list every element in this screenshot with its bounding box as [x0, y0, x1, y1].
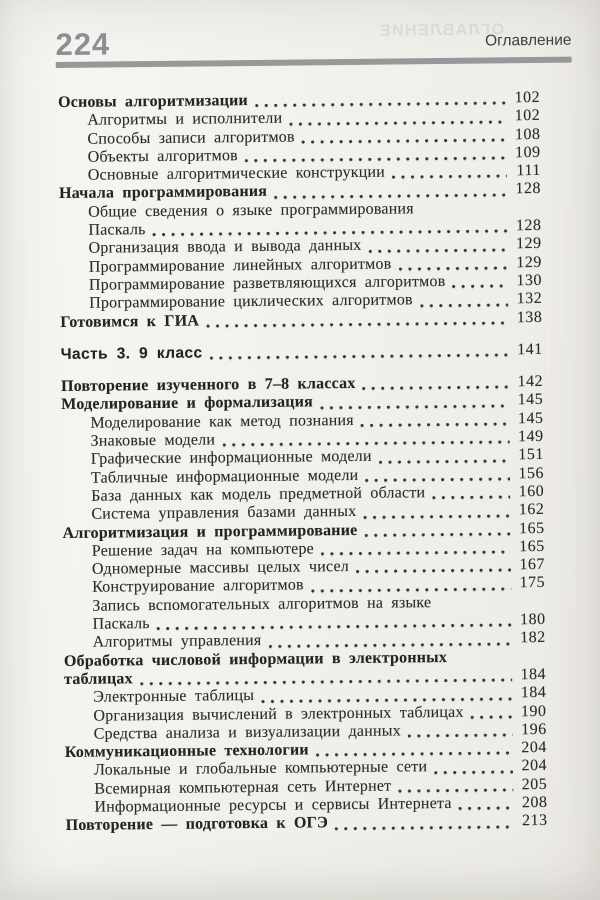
entry-label: Запись вспомогательных алгоритмов на языке: [92, 593, 432, 615]
header-rule: [56, 57, 572, 68]
dot-leader: [356, 569, 511, 575]
entry-page: 102: [514, 88, 541, 107]
entry-label: Программирование линейных алгоритмов: [88, 255, 392, 276]
entry-page: 151: [518, 446, 544, 464]
entry-label: Информационные ресурсы и сервисы Интернета: [94, 794, 452, 816]
dot-leader: [368, 248, 507, 253]
entry-page: 162: [518, 501, 545, 519]
entry-label: Общие сведения о языке программирования: [88, 200, 414, 221]
entry-page: 156: [518, 464, 545, 482]
entry-page: 175: [519, 574, 546, 592]
entry-page: 111: [516, 162, 541, 180]
entry-label: Коммуникационные технологии: [64, 741, 309, 762]
entry-page: 138: [516, 308, 543, 326]
entry-label: Организация вычислений в электронных таблицах: [93, 703, 464, 725]
entry-page: 141: [517, 340, 543, 359]
bleed-through-text: ОГЛАВЛЕНИЕ: [378, 21, 505, 40]
entry-page: 213: [522, 812, 548, 830]
toc-entry: [60, 309, 542, 332]
entry-label: Одномерные массивы целых чисел: [91, 558, 350, 578]
dot-leader: [316, 752, 513, 758]
entry-label: Алгоритмизация и программирование: [62, 521, 358, 542]
entry-label: Повторение — подготовка к ОГЭ: [65, 814, 329, 835]
entry-page: 145: [517, 409, 544, 427]
entry-page: 108: [514, 125, 541, 143]
dot-leader: [321, 550, 511, 556]
entry-page: 190: [520, 702, 547, 720]
entry-label: Часть 3. 9 класс: [60, 344, 203, 363]
entry-page: 205: [521, 775, 548, 793]
entry-page: 182: [520, 629, 546, 647]
entry-label: Программирование разветвляющихся алгоритмов: [88, 272, 446, 294]
entry-label: Решение задач на компьютере: [91, 540, 315, 560]
dot-leader: [434, 770, 513, 775]
entry-page: 128: [515, 217, 542, 235]
entry-page: 149: [518, 428, 544, 446]
running-header-title: Оглавление: [484, 31, 572, 50]
entry-page: 132: [516, 290, 543, 308]
dot-leader: [302, 138, 507, 144]
page-number: 224: [55, 26, 111, 63]
dot-leader: [210, 353, 509, 360]
entry-label: Алгоритмы и исполнители: [87, 109, 283, 130]
dot-leader: [361, 422, 510, 428]
dot-leader: [398, 788, 513, 793]
entry-page: 196: [521, 720, 547, 739]
entry-page: 208: [521, 793, 548, 812]
entry-page: 145: [517, 391, 544, 409]
entry-label: База данных как модель предметной области: [91, 484, 426, 505]
dot-leader: [471, 715, 513, 719]
entry-page: 184: [520, 684, 547, 702]
entry-label: Обработка числовой информации в электронных: [63, 648, 448, 670]
entry-label: Моделирование и формализация: [61, 393, 314, 414]
entry-label: Средства анализа и визуализации данных: [93, 722, 401, 743]
entry-page: 109: [515, 143, 541, 162]
entry-page: 129: [515, 235, 542, 253]
dot-leader: [363, 386, 510, 392]
entry-label: Знаковые модели: [90, 431, 216, 450]
entry-label: Способы записи алгоритмов: [87, 128, 295, 148]
dot-leader: [452, 285, 508, 290]
entry-label: Всемирная компьютерная сеть Интернет: [94, 777, 392, 798]
entry-label: Электронные таблицы: [93, 687, 255, 706]
entry-label: Табличные информационные модели: [90, 466, 359, 487]
entry-label: Организация ввода и вывода данных: [88, 237, 362, 258]
entry-label: Паскаль: [88, 221, 146, 239]
entry-page: 142: [517, 373, 544, 391]
entry-page: 130: [516, 271, 543, 290]
entry-label: Алгоритмы управления: [92, 632, 262, 651]
dot-leader: [365, 477, 510, 483]
entry-page: 129: [516, 253, 542, 271]
entry-label: Объекты алгоритмов: [87, 147, 238, 166]
entry-page: 180: [519, 610, 546, 629]
entry-label: Готовимся к ГИА: [60, 312, 200, 331]
toc-part-heading: [61, 341, 543, 364]
entry-page: 204: [521, 757, 548, 775]
dot-leader: [432, 496, 510, 501]
dot-leader: [320, 404, 509, 410]
dot-leader: [363, 514, 510, 520]
dot-leader: [311, 587, 511, 593]
entry-label: Основные алгоритмические конструкции: [87, 163, 386, 184]
entry-label: Конструирование алгоритмов: [92, 576, 304, 597]
dot-leader: [459, 807, 514, 812]
dot-leader: [379, 459, 510, 464]
dot-leader: [335, 825, 514, 831]
toc-entry: [66, 812, 548, 835]
entry-label: Локальные и глобальные компьютерные сети: [93, 758, 428, 780]
entry-page: 167: [519, 556, 546, 574]
entry-page: 165: [518, 519, 545, 537]
dot-leader: [398, 266, 507, 271]
entry-page: 204: [521, 739, 547, 757]
entry-label: таблицах: [64, 670, 133, 688]
entry-label: Система управления базами данных: [91, 503, 357, 523]
entry-label: Начала программирования: [58, 183, 268, 203]
entry-label: Паскаль: [92, 615, 150, 633]
dot-leader: [392, 175, 507, 180]
entry-label: Графические информационные модели: [90, 448, 372, 469]
entry-label: Основы алгоритмизации: [57, 92, 249, 112]
entry-page: 184: [520, 665, 547, 684]
dot-leader: [364, 532, 510, 538]
dot-leader: [408, 733, 513, 738]
entry-page: 160: [518, 482, 545, 501]
dot-leader: [289, 120, 506, 126]
entry-label: Программирование циклических алгоритмов: [89, 291, 413, 312]
dot-leader: [206, 321, 508, 328]
dot-leader: [420, 303, 508, 308]
entry-page: 102: [514, 107, 541, 125]
entry-page: 165: [519, 537, 545, 556]
entry-label: Повторение изученного в 7–8 классах: [60, 375, 356, 396]
table-of-contents: [58, 89, 548, 836]
entry-page: 128: [515, 180, 542, 198]
entry-label: Моделирование как метод познания: [90, 411, 354, 432]
